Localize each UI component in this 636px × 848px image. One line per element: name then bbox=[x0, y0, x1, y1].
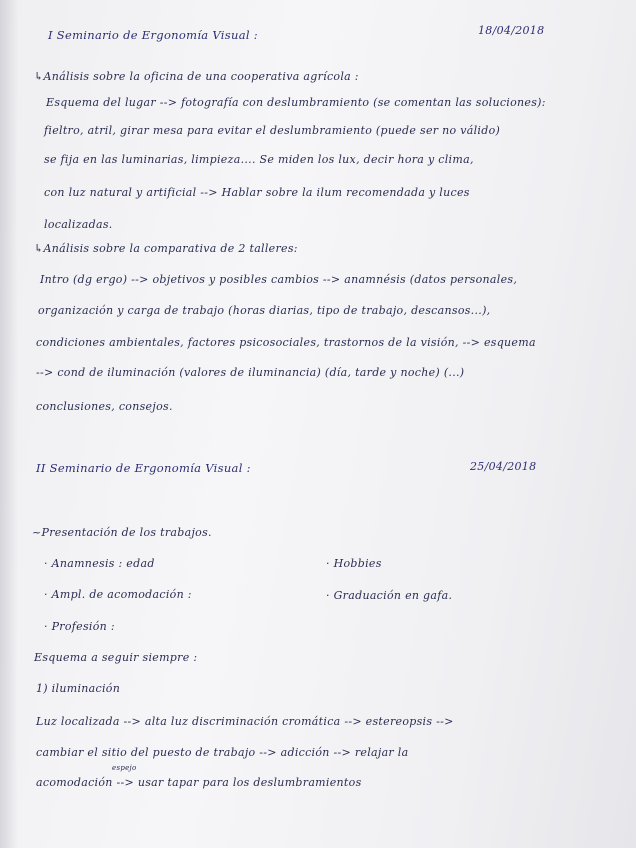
page-shadow bbox=[0, 0, 18, 848]
text-line: --> cond de iluminación (valores de iluminancia) (día, tarde y noche) (...) bbox=[36, 366, 465, 379]
text-line: ↳Análisis sobre la comparativa de 2 talleres: bbox=[34, 242, 298, 255]
text-line: conclusiones, consejos. bbox=[36, 400, 173, 413]
section-heading: ~Presentación de los trabajos. bbox=[32, 526, 212, 539]
text-line: se fija en las luminarias, limpieza.... Se miden los lux, decir hora y clima, bbox=[44, 153, 474, 166]
text-line: Intro (dg ergo) --> objetivos y posibles cambios --> anamnésis (datos personales, bbox=[40, 273, 518, 286]
text-line: acomodación --> usar tapar para los deslumbramientos bbox=[36, 776, 362, 789]
seminar1-title: I Seminario de Ergonomía Visual : bbox=[48, 28, 258, 42]
text-line: organización y carga de trabajo (horas diarias, tipo de trabajo, descansos...), bbox=[38, 304, 491, 317]
text-line: Esquema del lugar --> fotografía con deslumbramiento (se comentan las soluciones): bbox=[46, 96, 546, 109]
text-line: 1) iluminación bbox=[36, 682, 121, 695]
text-line: localizadas. bbox=[44, 218, 113, 231]
superscript-note: espejo bbox=[112, 764, 137, 772]
list-item: · Anamnesis : edad bbox=[44, 557, 155, 570]
list-item: · Hobbies bbox=[326, 557, 382, 570]
text-line: Esquema a seguir siempre : bbox=[34, 651, 198, 664]
list-item: · Graduación en gafa. bbox=[326, 589, 453, 602]
seminar2-title: II Seminario de Ergonomía Visual : bbox=[36, 461, 251, 475]
list-item: · Ampl. de acomodación : bbox=[44, 588, 192, 601]
text-line: fieltro, atril, girar mesa para evitar el deslumbramiento (puede ser no válido) bbox=[44, 124, 501, 137]
text-line: con luz natural y artificial --> Hablar sobre la ilum recomendada y luces bbox=[44, 186, 470, 199]
seminar1-date: 18/04/2018 bbox=[478, 24, 545, 37]
seminar2-date: 25/04/2018 bbox=[470, 460, 537, 473]
text-line: ↳Análisis sobre la oficina de una cooperativa agrícola : bbox=[34, 70, 359, 83]
list-item: · Profesión : bbox=[44, 620, 115, 633]
text-line: cambiar el sitio del puesto de trabajo --> adicción --> relajar la bbox=[36, 746, 409, 759]
text-line: Luz localizada --> alta luz discriminación cromática --> estereopsis --> bbox=[36, 715, 454, 728]
text-line: condiciones ambientales, factores psicosociales, trastornos de la visión, --> esquema bbox=[36, 336, 536, 349]
